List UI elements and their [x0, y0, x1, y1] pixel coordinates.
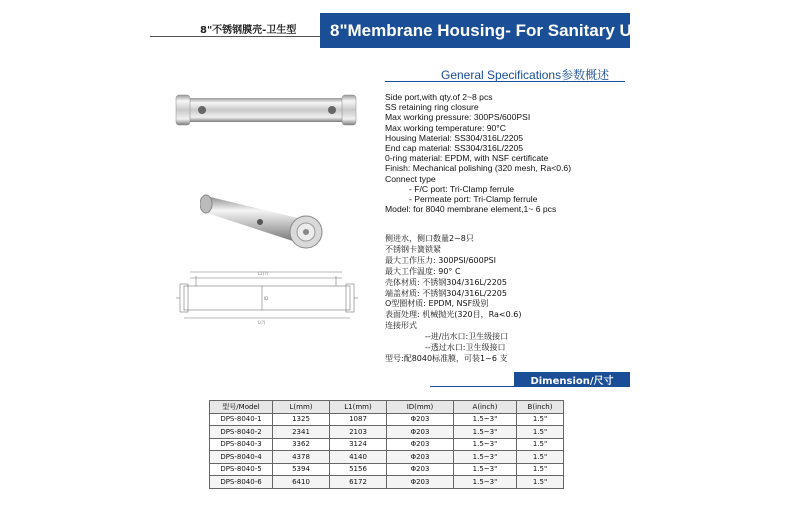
housing-angle-photo	[200, 186, 330, 250]
page-title	[320, 13, 651, 48]
table-cell: 3124	[330, 438, 387, 451]
spec-line-cn: 最大工作压力: 300PSI/600PSI	[385, 255, 496, 265]
spec-line: Finish: Mechanical polishing (320 mesh, Ra<0.6)	[385, 163, 572, 174]
table-cell: DPS-8040-4	[210, 451, 273, 464]
dimension-heading-text: Dimension/尺寸	[530, 376, 614, 387]
table-cell: 4140	[330, 451, 387, 464]
spec-line: - F/C port: Tri-Clamp ferrule	[409, 183, 515, 194]
spec-line: Connect type	[385, 173, 436, 184]
spec-line: 0-ring material: EPDM, with NSF certificate	[385, 153, 549, 164]
table-cell: DPS-8040-3	[210, 438, 273, 451]
dimension-table	[209, 400, 564, 489]
spec-line: Model: for 8040 membrane element,1~ 6 pcs	[385, 204, 557, 215]
table-cell: DPS-8040-6	[210, 476, 273, 489]
table-cell: 5394	[273, 463, 330, 476]
spec-line: Side port,with qty.of 2~8 pcs	[385, 92, 493, 102]
table-cell: Φ203	[387, 476, 454, 489]
table-cell: 1.5~3"	[454, 438, 517, 451]
page-title-text: 8"Membrane Housing- For Sanitary Use	[330, 20, 651, 40]
table-cell: 2103	[330, 426, 387, 439]
dimension-heading	[514, 372, 630, 387]
spec-line-cn: --进/出水口:卫生级接口	[425, 332, 509, 342]
column-header: B(inch)	[517, 401, 564, 414]
title-rule	[150, 36, 320, 37]
spec-line-cn: 侧进水，侧口数量2~8只	[385, 234, 474, 243]
table-cell: 1.5~3"	[454, 476, 517, 489]
table-row	[210, 451, 564, 464]
spec-heading-rule	[385, 81, 625, 82]
table-cell: 1087	[330, 413, 387, 426]
dimension-heading-rule	[430, 386, 514, 387]
table-row	[210, 426, 564, 439]
spec-line-cn: 壳体材质: 不锈钢304/316L/2205	[385, 277, 507, 287]
table-cell: 4378	[273, 451, 330, 464]
spec-line: Max working pressure: 300PS/600PSI	[385, 112, 531, 123]
spec-line-cn: 不锈钢卡簧锁紧	[385, 244, 441, 254]
table-cell: Φ203	[387, 413, 454, 426]
spec-line-cn: 最大工作温度: 90° C	[385, 266, 461, 276]
spec-line-cn: --透过水口:卫生级接口	[425, 343, 506, 353]
table-cell: 1.5~3"	[454, 426, 517, 439]
table-row	[210, 476, 564, 489]
table-cell: DPS-8040-1	[210, 413, 273, 426]
table-row	[210, 438, 564, 451]
table-cell: 2341	[273, 426, 330, 439]
spec-line: Housing Material: SS304/316L/2205	[385, 132, 524, 143]
table-cell: DPS-8040-2	[210, 426, 273, 439]
spec-line-cn: 表面处理: 机械抛光(320目，Ra<0.6)	[385, 310, 522, 320]
table-row	[210, 463, 564, 476]
housing-side-photo	[172, 92, 362, 128]
column-header: L(mm)	[273, 401, 330, 414]
dimension-drawing	[172, 262, 362, 338]
table-cell: 1.5"	[517, 413, 564, 426]
table-cell: 1.5"	[517, 463, 564, 476]
table-cell: 1.5"	[517, 451, 564, 464]
table-cell: 1.5~3"	[454, 413, 517, 426]
table-cell: Φ203	[387, 463, 454, 476]
spec-line: - Permeate port: Tri-Clamp ferrule	[409, 194, 538, 205]
table-cell: DPS-8040-5	[210, 463, 273, 476]
spec-list-english	[385, 92, 571, 214]
spec-line-cn: 型号:配8040标准膜，可装1~6 支	[385, 353, 508, 363]
table-cell: 6172	[330, 476, 387, 489]
column-header: L1(mm)	[330, 401, 387, 414]
drawing-label-l: L(?)	[258, 320, 266, 325]
drawing-label-l1: L1(?)	[258, 271, 269, 276]
spec-line: SS retaining ring closure	[385, 102, 479, 113]
spec-line-cn: 端盖材质: 不锈钢304/316L/2205	[385, 288, 507, 298]
table-header-row	[210, 401, 564, 414]
table-cell: 3362	[273, 438, 330, 451]
table-cell: Φ203	[387, 438, 454, 451]
table-cell: Φ203	[387, 426, 454, 439]
spec-line-cn: O型圈材质: EPDM, NSF级别	[385, 299, 489, 309]
column-header: 型号/Model	[210, 401, 273, 414]
table-cell: 1.5"	[517, 438, 564, 451]
table-cell: Φ203	[387, 451, 454, 464]
spec-list-chinese	[385, 234, 521, 365]
table-cell: 1325	[273, 413, 330, 426]
table-cell: 1.5~3"	[454, 451, 517, 464]
title-chinese: 8"不锈钢膜壳-卫生型	[200, 25, 297, 36]
spec-heading: General Specifications参数概述	[441, 68, 610, 82]
table-row	[210, 413, 564, 426]
table-cell: 6410	[273, 476, 330, 489]
column-header: ID(mm)	[387, 401, 454, 414]
drawing-label-id: ID	[264, 296, 269, 301]
spec-line: End cap material: SS304/316L/2205	[385, 143, 524, 154]
table-cell: 1.5"	[517, 476, 564, 489]
table-cell: 1.5~3"	[454, 463, 517, 476]
table-cell: 5156	[330, 463, 387, 476]
spec-line: Max working temperature: 90°C	[385, 122, 506, 133]
column-header: A(inch)	[454, 401, 517, 414]
table-cell: 1.5"	[517, 426, 564, 439]
spec-line-cn: 连接形式	[385, 321, 417, 331]
